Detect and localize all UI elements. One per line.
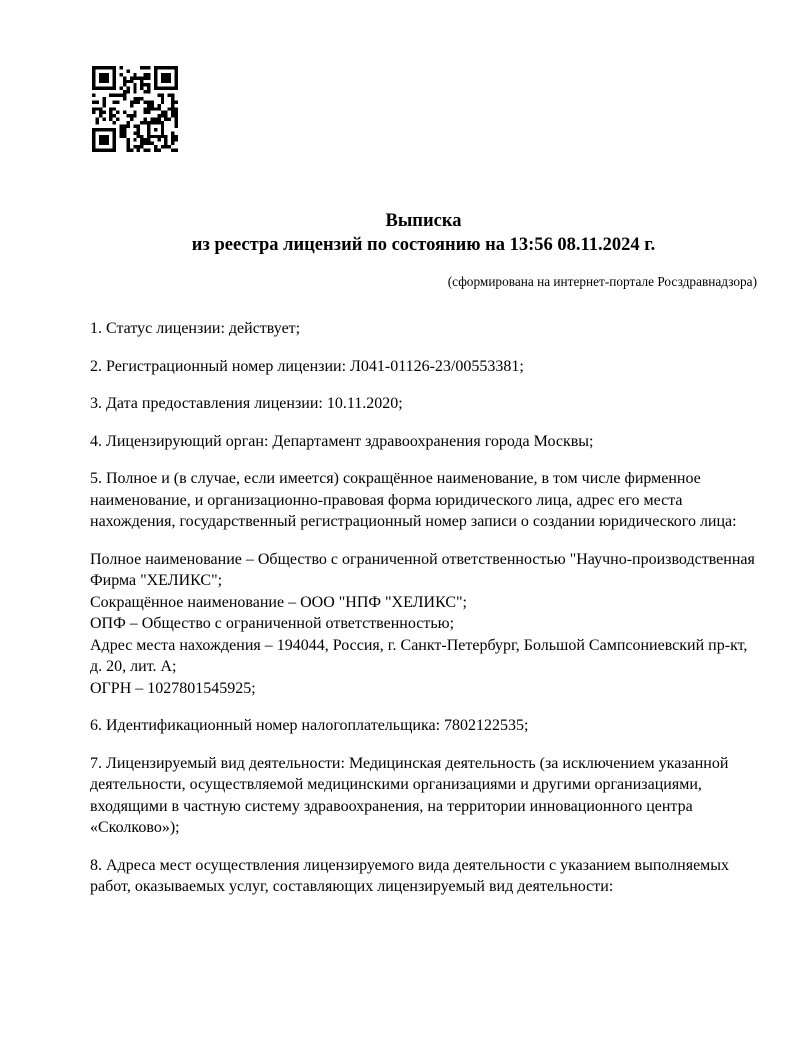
qr-code — [92, 66, 178, 152]
item-6-taxpayer-id: 6. Идентификационный номер налогоплательщика: 7802122535; — [90, 717, 529, 734]
entity-ogrn: ОГРН – 1027801545925; — [90, 679, 256, 697]
item-8-activity-addresses: 8. Адреса мест осуществления лицензируемого вида деятельности с указанием выполняемых работ, оказываемых услуг, составляющих лицензируемый вид деятельности: — [90, 856, 730, 895]
item-2-registration-number: 2. Регистрационный номер лицензии: Л041-01126-23/00553381; — [90, 357, 524, 375]
title-line-1: Выписка — [385, 211, 462, 231]
entity-address: Адрес места нахождения – 194044, Россия, г. Санкт-Петербург, Большой Сампсониевский пр-кт, д. 20, лит. А; — [90, 636, 748, 675]
entity-full-name: Полное наименование – Общество с ограниченной ответственностью "Научно-производственная Фирма "ХЕЛИКС"; — [90, 550, 755, 589]
qr-code-icon — [92, 66, 178, 152]
document-body — [90, 318, 757, 898]
entity-details-block — [90, 549, 757, 700]
item-4-licensing-authority: 4. Лицензирующий орган: Департамент здравоохранения города Москвы; — [90, 432, 594, 450]
item-1-license-status: 1. Статус лицензии: действует; — [90, 320, 301, 337]
item-7-licensed-activity: 7. Лицензируемый вид деятельности: Медицинская деятельность (за исключением указанной деятельности, осуществляемой медицинскими организациями и другими организациями, входящими в частную систему здравоохранения, на территории инновационного центра «Сколково»); — [90, 754, 729, 836]
item-5-entity-info-heading: 5. Полное и (в случае, если имеется) сокращённое наименование, в том числе фирменное наименование, и организационно-правовая форма юридического лица, адрес его места нахождения, государственный регистрационный номер записи о создании юридического лица: — [90, 470, 737, 530]
document-title — [90, 210, 757, 257]
entity-legal-form: ОПФ – Общество с ограниченной ответственностью; — [90, 615, 455, 632]
item-3-grant-date: 3. Дата предоставления лицензии: 10.11.2020; — [90, 395, 403, 412]
title-line-2: из реестра лицензий по состоянию на 13:56 08.11.2024 г. — [191, 234, 656, 255]
entity-short-name: Сокращённое наименование – ООО "НПФ "ХЕЛИКС"; — [90, 593, 467, 611]
document-subtitle: (сформирована на интернет-портале Росздравнадзора) — [447, 274, 757, 289]
